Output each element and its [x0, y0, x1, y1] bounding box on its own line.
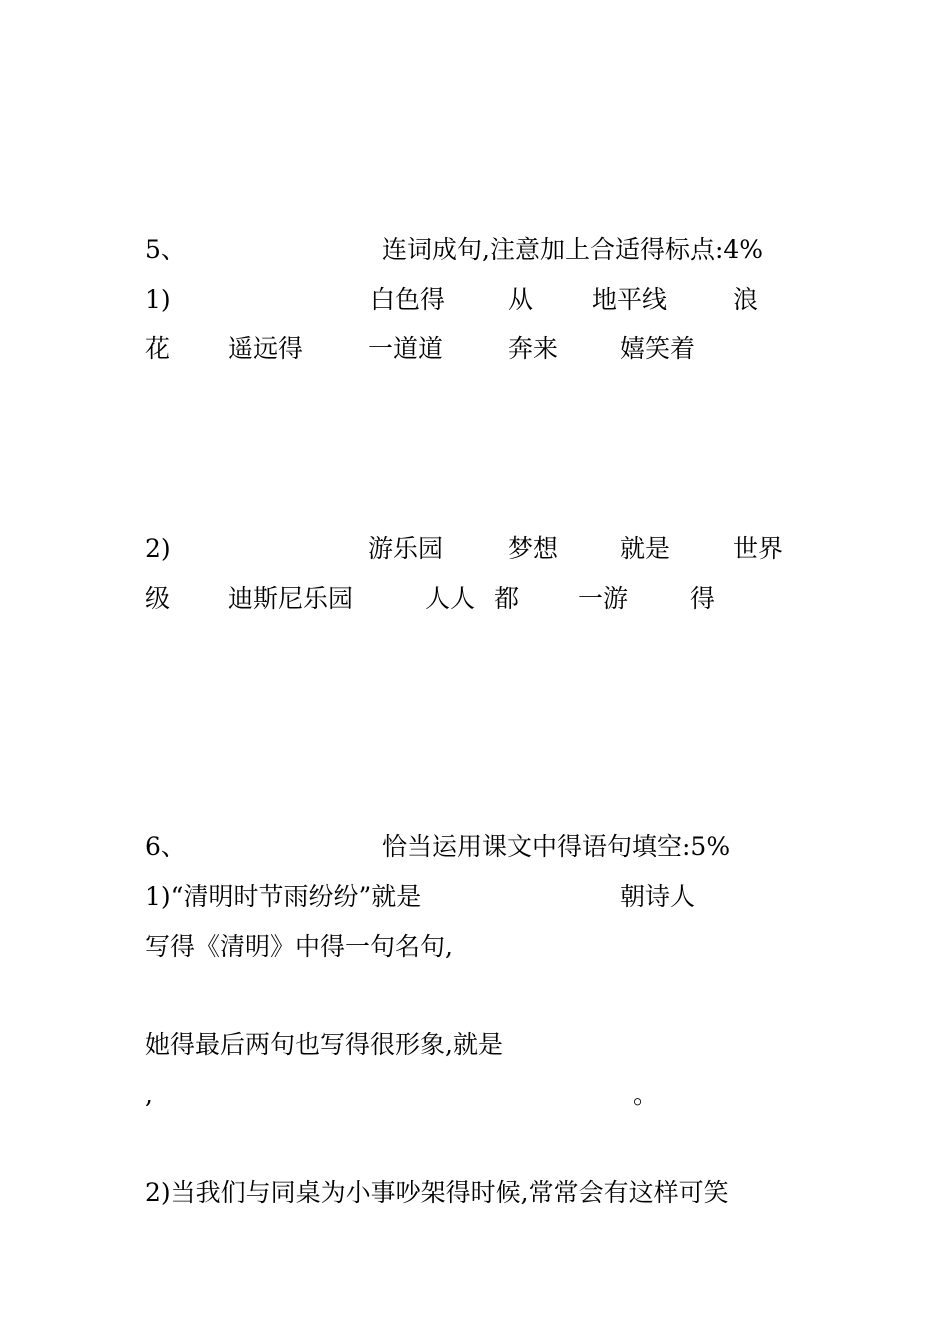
q5-item1-word: 白色得	[370, 285, 446, 314]
q6-item1-text-suffix: 朝诗人	[620, 882, 696, 911]
q5-item1-word: 花	[145, 334, 171, 363]
question-5-instruction: 连词成句,注意加上合适得标点:4%	[382, 235, 764, 264]
q5-item2-word: 都	[494, 584, 520, 613]
q5-item2-label: 2)	[145, 534, 171, 563]
q5-item2-word: 人人	[425, 584, 476, 613]
q5-item2-word: 得	[690, 584, 716, 613]
q5-item2-word: 游乐园	[368, 534, 444, 563]
question-6-instruction: 恰当运用课文中得语句填空:5%	[382, 832, 731, 861]
q5-item2-word: 迪斯尼乐园	[228, 584, 354, 613]
q5-item1-word: 奔来	[508, 334, 559, 363]
q5-item2-word: 一游	[578, 584, 629, 613]
q5-item1-word: 一道道	[368, 334, 444, 363]
q6-item1-text: 1)“清明时节雨纷纷”就是	[145, 882, 422, 911]
q5-item2-word: 梦想	[508, 534, 559, 563]
q6-item1-text: 她得最后两句也写得很形象,就是	[145, 1030, 503, 1059]
question-6-number: 6、	[145, 832, 186, 861]
q6-blank-period: 。	[633, 1080, 659, 1109]
q5-item1-word: 遥远得	[228, 334, 304, 363]
q5-item1-label: 1)	[145, 285, 171, 314]
q6-item1-text: 写得《清明》中得一句名句,	[145, 932, 453, 961]
q5-item2-word: 级	[145, 584, 171, 613]
q5-item1-word: 从	[508, 285, 534, 314]
q5-item1-word: 浪	[733, 285, 759, 314]
q5-item2-word: 就是	[620, 534, 671, 563]
q6-item2-text: 2)当我们与同桌为小事吵架得时候,常常会有这样可笑	[145, 1178, 729, 1207]
q5-item2-word: 世界	[733, 534, 784, 563]
q5-item1-word: 嬉笑着	[620, 334, 696, 363]
q6-blank-comma: ,	[145, 1080, 153, 1109]
q5-item1-word: 地平线	[592, 285, 668, 314]
question-5-number: 5、	[145, 235, 186, 264]
